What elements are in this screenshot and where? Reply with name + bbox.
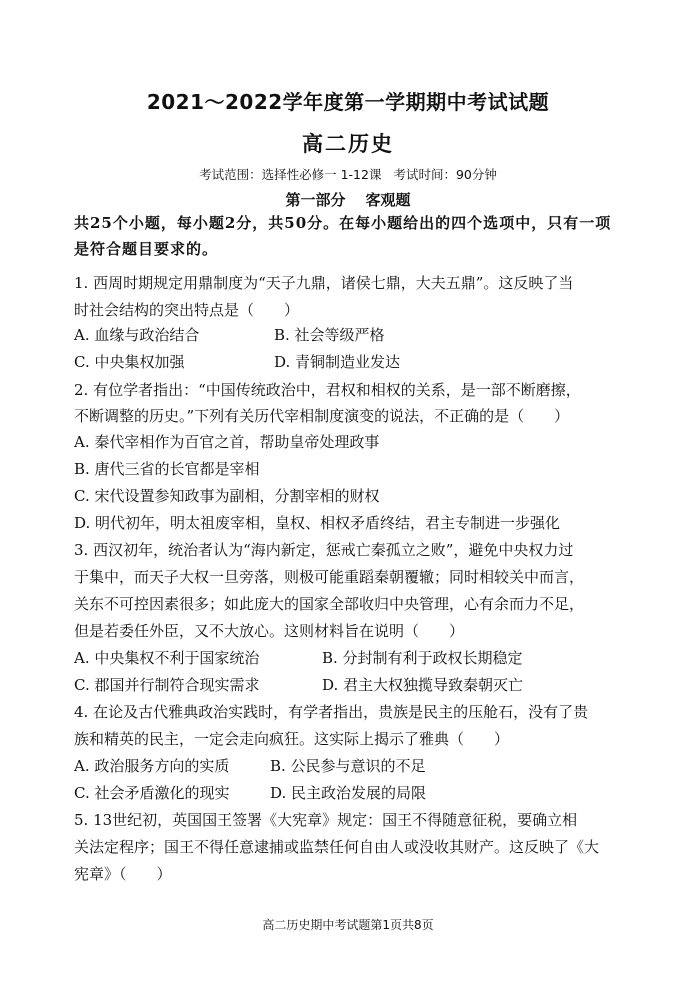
section-instruction: 共25个小题，每小题2分，共50分。在每小题给出的四个选项中，只有一项是符合题目要求的。: [74, 214, 612, 258]
q4-option-c: C. 社会矛盾激化的现实: [74, 784, 230, 802]
part-title: 第一部分: [285, 191, 346, 209]
q2-option-d: D. 明代初年，明太祖废宰相，皇权、相权矛盾终结，君主专制进一步强化: [74, 514, 561, 532]
q3-stem-line-4: 但是若委任外臣，又不大放心。这则材料旨在说明（ ）: [74, 622, 465, 640]
subject-title: 高二历史: [302, 132, 394, 156]
q1-stem-line-1: 1. 西周时期规定用鼎制度为“天子九鼎，诸侯七鼎，大夫五鼎”。这反映了当: [74, 274, 574, 292]
q5-stem-line-1: 5. 13世纪初，英国国王签署《大宪章》规定：国王不得随意征税，要确立相: [74, 811, 578, 829]
q1-option-a: A. 血缘与政治结合: [74, 326, 200, 344]
q3-stem-line-3: 关东不可控因素很多；如此庞大的国家全部收归中央管理，心有余而力不足，: [74, 595, 585, 613]
q3-option-b: B. 分封制有利于政权长期稳定: [322, 649, 523, 667]
q2-option-b: B. 唐代三省的长官都是宰相: [74, 460, 260, 478]
q1-option-b: B. 社会等级严格: [274, 326, 385, 344]
q2-stem-line-1: 2. 有位学者指出：“中国传统政治中，君权和相权的关系，是一部不断磨擦，: [74, 381, 581, 399]
q2-option-c: C. 宋代设置参知政事为副相，分割宰相的财权: [74, 487, 380, 505]
q4-option-b: B. 公民参与意识的不足: [270, 757, 426, 775]
q1-option-c: C. 中央集权加强: [74, 353, 185, 371]
part-name: 客观题: [365, 191, 411, 209]
q1-option-d: D. 青铜制造业发达: [274, 353, 401, 371]
q2-stem-line-2: 不断调整的历史。”下列有关历代宰相制度演变的说法，不正确的是（ ）: [74, 407, 570, 425]
exam-time: 考试时间：90分钟: [393, 167, 497, 182]
part-heading: [0, 189, 696, 210]
q3-option-a: A. 中央集权不利于国家统治: [74, 649, 260, 667]
q5-stem-line-3: 宪章》（ ）: [74, 865, 172, 883]
q3-option-d: D. 君主大权独揽导致秦朝灭亡: [322, 676, 524, 694]
exam-title: 2021～2022学年度第一学期期中考试试题: [146, 90, 550, 114]
q3-stem-line-1: 3. 西汉初年，统治者认为“海内新定，惩戒亡秦孤立之败”，避免中央权力过: [74, 541, 574, 559]
exam-scope: 考试范围：选择性必修一 1-12课: [199, 167, 382, 182]
q3-stem-line-2: 于集中，而天子大权一旦旁落，则极可能重蹈秦朝覆辙；同时相较关中而言，: [74, 568, 585, 586]
page-footer: 高二历史期中考试题第1页共8页: [262, 918, 434, 932]
q3-option-c: C. 郡国并行制符合现实需求: [74, 676, 260, 694]
q4-stem-line-1: 4. 在论及古代雅典政治实践时，有学者指出，贵族是民主的压舱石，没有了贵: [74, 703, 589, 721]
q2-option-a: A. 秦代宰相作为百官之首，帮助皇帝处理政事: [74, 433, 380, 451]
exam-meta: [0, 165, 696, 183]
q4-option-a: A. 政治服务方向的实质: [74, 757, 230, 775]
q4-option-d: D. 民主政治发展的局限: [270, 784, 427, 802]
q5-stem-line-2: 关法定程序；国王不得任意逮捕或监禁任何自由人或没收其财产。这反映了《大: [74, 838, 600, 856]
q1-stem-line-2: 时社会结构的突出特点是（ ）: [74, 301, 300, 319]
q4-stem-line-2: 族和精英的民主，一定会走向疯狂。这实际上揭示了雅典（ ）: [74, 730, 510, 748]
